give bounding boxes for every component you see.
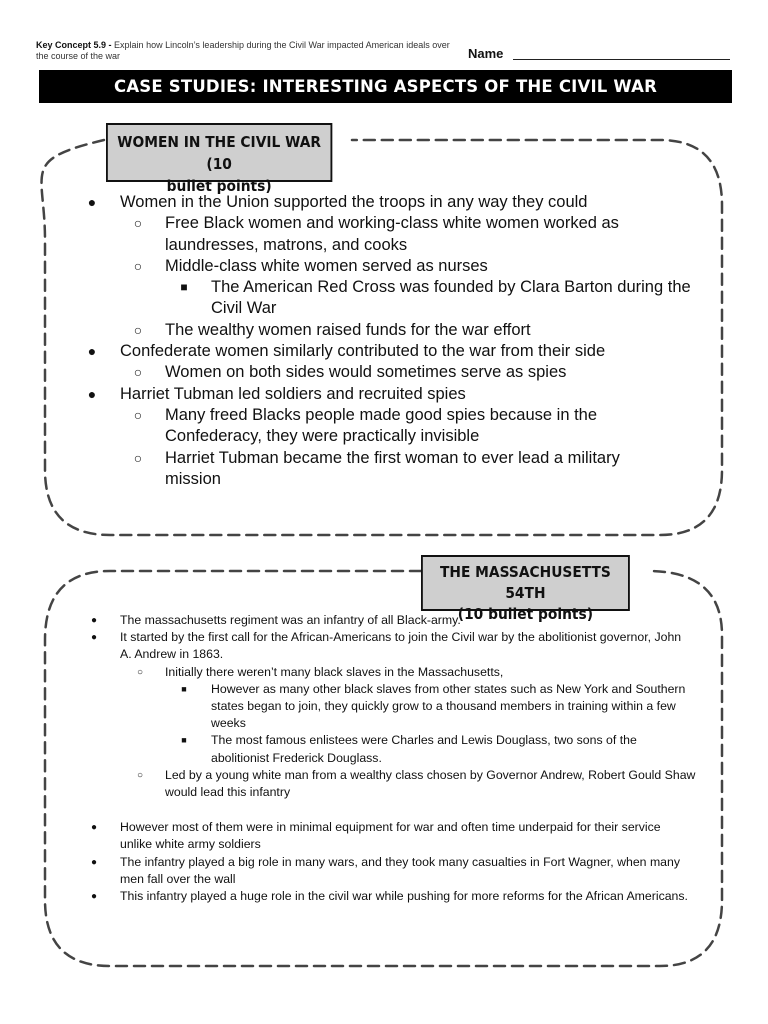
list-item-text: The massachusetts regiment was an infantry of all Black-army.: [120, 613, 461, 627]
list-item: [0, 277, 696, 320]
bullet-marker: ●: [90, 632, 98, 644]
list-item-text: However as many other black slaves from other states such as New York and Southern states began to join, they quickly grow to a thousand members in training within a few weeks: [211, 681, 686, 731]
list-item: [0, 819, 695, 853]
bullet-marker: ●: [90, 822, 98, 834]
list-item-text: Harriet Tubman led soldiers and recruited spies: [120, 384, 466, 403]
list-spacer: [0, 801, 700, 819]
list-item-text: Led by a young white man from a wealthy class chosen by Governor Andrew, Robert Gould Shaw would lead this infantry: [165, 767, 696, 800]
key-concept-label: Key Concept 5.9 -: [36, 40, 112, 50]
list-item: [0, 192, 650, 213]
list-item-text: Women in the Union supported the troops in any way they could: [120, 193, 588, 211]
list-item-text: The American Red Cross was founded by Clara Barton during the Civil War: [211, 278, 691, 318]
list-item: [0, 612, 695, 629]
list-item: [0, 732, 696, 766]
list-item-text: Harriet Tubman became the first woman to ever lead a military mission: [165, 448, 620, 488]
list-item: [0, 256, 665, 277]
list-item-text: The infantry played a big role in many wars, and they took many casualties in Fort Wagner, when many men fall over the wall: [120, 854, 681, 886]
list-item: [0, 681, 696, 733]
section2-list: [0, 612, 700, 905]
list-item: [0, 448, 665, 491]
list-item: [0, 213, 665, 256]
list-item-text: Middle-class white women served as nurses: [165, 256, 488, 275]
list-item-text: Initially there weren’t many black slaves in the Massachusetts,: [165, 664, 504, 679]
list-item: [0, 854, 695, 888]
bullet-marker: ■: [181, 683, 187, 694]
bullet-marker: ●: [87, 343, 97, 360]
key-concept-text: Explain how Lincoln’s leadership during the Civil War impacted American ideals over the course of the war: [36, 40, 450, 61]
bullet-marker: ○: [133, 449, 143, 466]
list-item-text: However most of them were in minimal equipment for war and often time underpaid for their service unlike white army soldiers: [120, 820, 661, 852]
list-item-text: This infantry played a huge role in the civil war while pushing for more reforms for the African Americans.: [120, 889, 688, 904]
bullet-marker: ○: [133, 257, 143, 274]
section1-heading-line1: WOMEN IN THE CIVIL WAR (10: [117, 133, 322, 173]
list-item-text: Women on both sides would sometimes serve as spies: [165, 363, 567, 382]
list-item: [0, 362, 665, 383]
list-item-text: Confederate women similarly contributed to the war from their side: [120, 342, 606, 361]
list-item-text: It started by the first call for the African-Americans to join the Civil war by the abolitionist governor, John A. Andrew in 1863.: [120, 630, 682, 662]
list-item: [0, 405, 665, 448]
bullet-marker: ■: [180, 280, 188, 295]
section2-heading: [421, 555, 630, 623]
bullet-marker: ○: [133, 215, 143, 232]
name-label: Name: [468, 46, 504, 61]
bullet-marker: ●: [87, 385, 97, 402]
list-item-text: Many freed Blacks people made good spies because in the Confederacy, they were practically invisible: [165, 405, 598, 446]
list-item-text: The wealthy women raised funds for the war effort: [165, 320, 531, 339]
list-item-text: Free Black women and working-class white women worked as laundresses, matrons, and cooks: [165, 214, 619, 254]
bullet-marker: ●: [90, 615, 98, 626]
list-item-text: The most famous enlistees were Charles and Lewis Douglass, two sons of the abolitionist Frederick Douglass.: [211, 733, 637, 765]
list-item: [0, 767, 700, 801]
list-item: [0, 664, 700, 681]
list-item: [0, 888, 695, 905]
bullet-marker: ○: [136, 666, 144, 678]
section2-heading-line2: (10 bullet points): [457, 605, 594, 623]
bullet-marker: ●: [90, 891, 98, 903]
bullet-marker: ■: [181, 735, 187, 746]
list-item: [0, 320, 665, 341]
section2-heading-line1: THE MASSACHUSETTS 54TH: [439, 563, 611, 602]
bullet-marker: ○: [136, 769, 144, 781]
section1-heading-line2: bullet points): [166, 177, 272, 195]
section1-heading: [106, 123, 332, 195]
section1-list: [0, 192, 696, 490]
bullet-marker: ●: [90, 856, 98, 868]
bullet-marker: ○: [133, 406, 143, 423]
bullet-marker: ○: [133, 321, 143, 338]
bullet-marker: ●: [87, 194, 97, 210]
list-item: [0, 384, 650, 405]
bullet-marker: ○: [133, 364, 143, 381]
list-item: [0, 341, 650, 362]
page-title: CASE STUDIES: INTERESTING ASPECTS OF THE CIVIL WAR: [39, 70, 732, 103]
list-item: [0, 629, 695, 663]
